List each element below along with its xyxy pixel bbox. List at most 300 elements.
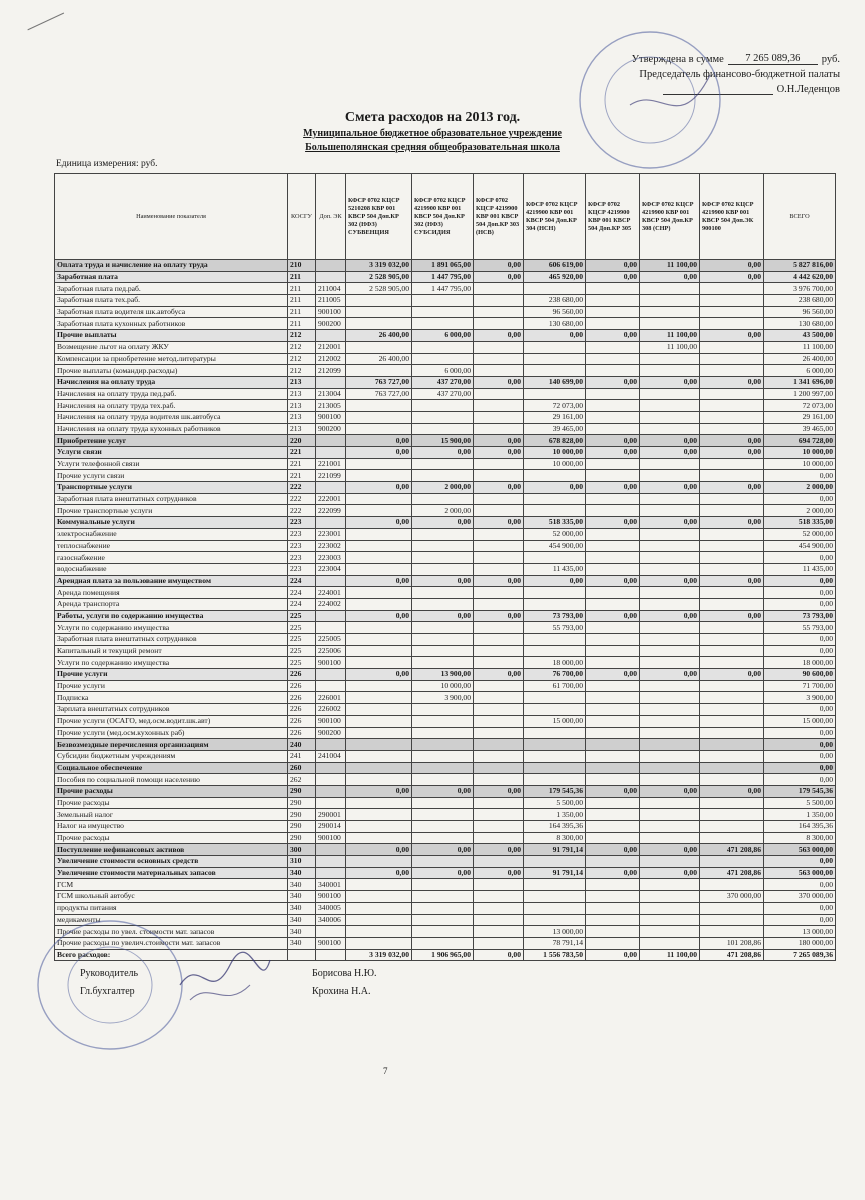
amount-cell xyxy=(474,458,524,470)
amount-cell: 0,00 xyxy=(640,844,700,856)
row-label: Поступление нефинансовых активов xyxy=(55,844,288,856)
amount-cell: 0,00 xyxy=(586,376,640,388)
amount-cell xyxy=(586,400,640,412)
row-code: 213 xyxy=(288,376,316,388)
row-label: Заработная плата кухонных работников xyxy=(55,318,288,330)
amount-cell: 29 161,00 xyxy=(524,411,586,423)
row-label: Зарплата внештатных сотрудников xyxy=(55,704,288,716)
row-code xyxy=(316,856,346,868)
amount-cell xyxy=(346,891,412,903)
amount-cell xyxy=(412,341,474,353)
amount-cell xyxy=(640,458,700,470)
amount-cell: 0,00 xyxy=(764,739,836,751)
amount-cell xyxy=(524,365,586,377)
amount-cell: 694 728,00 xyxy=(764,435,836,447)
row-code: 340 xyxy=(288,891,316,903)
amount-cell xyxy=(640,552,700,564)
amount-cell: 29 161,00 xyxy=(764,411,836,423)
amount-cell xyxy=(586,411,640,423)
amount-cell: 0,00 xyxy=(640,610,700,622)
amount-cell xyxy=(474,365,524,377)
amount-cell xyxy=(346,750,412,762)
amount-cell xyxy=(412,458,474,470)
row-code: 340 xyxy=(288,867,316,879)
amount-cell xyxy=(474,879,524,891)
row-code xyxy=(316,260,346,272)
amount-cell xyxy=(524,750,586,762)
amount-cell: 0,00 xyxy=(586,575,640,587)
amount-cell xyxy=(640,470,700,482)
amount-cell: 465 920,00 xyxy=(524,271,586,283)
table-row xyxy=(55,926,836,938)
amount-cell: 0,00 xyxy=(412,575,474,587)
amount-cell: 0,00 xyxy=(346,844,412,856)
row-code: 340 xyxy=(288,926,316,938)
amount-cell: 0,00 xyxy=(412,447,474,459)
amount-cell xyxy=(586,634,640,646)
amount-cell: 370 000,00 xyxy=(700,891,764,903)
amount-cell xyxy=(640,540,700,552)
row-code: 340 xyxy=(288,937,316,949)
amount-cell xyxy=(474,657,524,669)
row-code: 310 xyxy=(288,856,316,868)
amount-cell xyxy=(586,797,640,809)
amount-cell: 0,00 xyxy=(586,610,640,622)
row-label: Капитальный и текущий ремонт xyxy=(55,645,288,657)
amount-cell xyxy=(412,598,474,610)
amount-cell xyxy=(346,926,412,938)
amount-cell xyxy=(474,750,524,762)
amount-cell xyxy=(640,797,700,809)
amount-cell: 15 900,00 xyxy=(412,435,474,447)
amount-cell xyxy=(640,306,700,318)
amount-cell: 0,00 xyxy=(346,610,412,622)
amount-cell xyxy=(474,411,524,423)
table-row xyxy=(55,575,836,587)
amount-cell: 0,00 xyxy=(346,669,412,681)
amount-cell: 0,00 xyxy=(346,435,412,447)
column-header: ВСЕГО xyxy=(764,174,836,260)
amount-cell: 0,00 xyxy=(474,271,524,283)
amount-cell xyxy=(700,727,764,739)
amount-cell xyxy=(412,470,474,482)
amount-cell xyxy=(700,762,764,774)
org-type: Муниципальное бюджетное образовательное учреждение xyxy=(303,128,562,139)
amount-cell xyxy=(412,821,474,833)
approval-amount: 7 265 089,36 xyxy=(728,53,818,65)
row-code xyxy=(316,797,346,809)
amount-cell: 0,00 xyxy=(764,879,836,891)
row-code: 900100 xyxy=(316,937,346,949)
amount-cell xyxy=(586,306,640,318)
amount-cell: 8 300,00 xyxy=(764,832,836,844)
amount-cell xyxy=(700,318,764,330)
column-header: КФСР 0702 КЦСР 4219900 КВР 001 КВСР 504 Доп.ЭК 900100 xyxy=(700,174,764,260)
amount-cell xyxy=(346,657,412,669)
amount-cell: 4 442 620,00 xyxy=(764,271,836,283)
amount-cell: 11 100,00 xyxy=(764,341,836,353)
row-label: Прочие расходы xyxy=(55,832,288,844)
row-code: 340006 xyxy=(316,914,346,926)
amount-cell xyxy=(474,762,524,774)
amount-cell xyxy=(346,774,412,786)
table-row xyxy=(55,797,836,809)
amount-cell: 518 335,00 xyxy=(764,517,836,529)
amount-cell: 39 465,00 xyxy=(524,423,586,435)
amount-cell xyxy=(346,552,412,564)
amount-cell xyxy=(700,797,764,809)
amount-cell xyxy=(346,739,412,751)
amount-cell xyxy=(586,879,640,891)
amount-cell xyxy=(412,423,474,435)
table-row xyxy=(55,283,836,295)
approval-currency: руб. xyxy=(821,54,840,65)
amount-cell xyxy=(586,657,640,669)
amount-cell: 164 395,36 xyxy=(764,821,836,833)
amount-cell xyxy=(524,598,586,610)
row-label: Прочие выплаты (командир.расходы) xyxy=(55,365,288,377)
row-code: 900100 xyxy=(316,832,346,844)
row-code: 340005 xyxy=(316,902,346,914)
amount-cell xyxy=(586,645,640,657)
amount-cell xyxy=(346,692,412,704)
row-label: Прочие услуги (мед.осм.кухонных раб) xyxy=(55,727,288,739)
amount-cell: 180 000,00 xyxy=(764,937,836,949)
amount-cell xyxy=(586,821,640,833)
amount-cell xyxy=(346,937,412,949)
row-code xyxy=(316,774,346,786)
amount-cell xyxy=(346,680,412,692)
amount-cell: 0,00 xyxy=(700,435,764,447)
amount-cell: 90 600,00 xyxy=(764,669,836,681)
amount-cell: 140 699,00 xyxy=(524,376,586,388)
amount-cell xyxy=(700,692,764,704)
table-row xyxy=(55,821,836,833)
table-row xyxy=(55,774,836,786)
row-label: Заработная плата внештатных сотрудников xyxy=(55,493,288,505)
amount-cell xyxy=(586,470,640,482)
amount-cell xyxy=(346,587,412,599)
amount-cell: 606 619,00 xyxy=(524,260,586,272)
amount-cell xyxy=(700,540,764,552)
row-code: 220 xyxy=(288,435,316,447)
table-row xyxy=(55,341,836,353)
amount-cell: 370 000,00 xyxy=(764,891,836,903)
amount-cell xyxy=(524,353,586,365)
amount-cell xyxy=(474,587,524,599)
amount-cell xyxy=(346,645,412,657)
row-label: Заработная плата внештатных сотрудников xyxy=(55,634,288,646)
amount-cell xyxy=(700,353,764,365)
amount-cell xyxy=(524,739,586,751)
row-code: 226 xyxy=(288,704,316,716)
amount-cell xyxy=(640,704,700,716)
amount-cell: 164 395,36 xyxy=(524,821,586,833)
amount-cell: 179 545,36 xyxy=(764,785,836,797)
amount-cell xyxy=(346,902,412,914)
row-code: 224 xyxy=(288,587,316,599)
amount-cell xyxy=(474,715,524,727)
amount-cell xyxy=(474,809,524,821)
row-code: 211 xyxy=(288,318,316,330)
table-row xyxy=(55,587,836,599)
amount-cell: 13 000,00 xyxy=(764,926,836,938)
row-code: 225 xyxy=(288,657,316,669)
amount-cell xyxy=(700,341,764,353)
row-code xyxy=(316,575,346,587)
amount-cell: 678 828,00 xyxy=(524,435,586,447)
scan-mark xyxy=(27,13,72,49)
table-row xyxy=(55,669,836,681)
table-row xyxy=(55,879,836,891)
amount-cell xyxy=(474,902,524,914)
amount-cell xyxy=(412,727,474,739)
amount-cell: 39 465,00 xyxy=(764,423,836,435)
row-code: 210 xyxy=(288,260,316,272)
row-label: газоснабжение xyxy=(55,552,288,564)
amount-cell: 0,00 xyxy=(474,785,524,797)
amount-cell xyxy=(524,879,586,891)
row-code xyxy=(316,949,346,961)
amount-cell xyxy=(700,411,764,423)
amount-cell: 1 556 783,50 xyxy=(524,949,586,961)
amount-cell: 0,00 xyxy=(640,271,700,283)
amount-cell: 454 900,00 xyxy=(524,540,586,552)
amount-cell: 0,00 xyxy=(586,435,640,447)
amount-cell xyxy=(346,400,412,412)
row-code: 224 xyxy=(288,598,316,610)
amount-cell xyxy=(524,341,586,353)
amount-cell: 10 000,00 xyxy=(764,458,836,470)
amount-cell: 437 270,00 xyxy=(412,376,474,388)
row-code: 222 xyxy=(288,493,316,505)
row-label: Арендная плата за пользование имуществом xyxy=(55,575,288,587)
amount-cell xyxy=(700,493,764,505)
row-code: 290 xyxy=(288,797,316,809)
row-code: 221099 xyxy=(316,470,346,482)
row-code xyxy=(316,762,346,774)
row-code: 226 xyxy=(288,715,316,727)
amount-cell xyxy=(640,634,700,646)
row-label: водоснабжение xyxy=(55,563,288,575)
amount-cell xyxy=(640,353,700,365)
amount-cell xyxy=(586,493,640,505)
amount-cell xyxy=(346,458,412,470)
amount-cell xyxy=(474,306,524,318)
amount-cell: 0,00 xyxy=(524,575,586,587)
amount-cell xyxy=(586,809,640,821)
table-row xyxy=(55,891,836,903)
table-row xyxy=(55,423,836,435)
amount-cell: 0,00 xyxy=(764,750,836,762)
amount-cell: 2 000,00 xyxy=(412,505,474,517)
table-row xyxy=(55,517,836,529)
amount-cell xyxy=(474,505,524,517)
amount-cell: 0,00 xyxy=(700,482,764,494)
row-label: Услуги по содержанию имущества xyxy=(55,657,288,669)
amount-cell xyxy=(346,809,412,821)
amount-cell: 471 208,86 xyxy=(700,844,764,856)
amount-cell xyxy=(524,774,586,786)
amount-cell: 3 319 032,00 xyxy=(346,949,412,961)
amount-cell: 0,00 xyxy=(586,844,640,856)
amount-cell: 0,00 xyxy=(474,517,524,529)
amount-cell: 0,00 xyxy=(764,552,836,564)
amount-cell: 0,00 xyxy=(524,330,586,342)
row-label: Прочие выплаты xyxy=(55,330,288,342)
row-code: 226 xyxy=(288,680,316,692)
amount-cell: 1 341 696,00 xyxy=(764,376,836,388)
amount-cell xyxy=(412,306,474,318)
amount-cell xyxy=(474,645,524,657)
table-row xyxy=(55,657,836,669)
amount-cell: 52 000,00 xyxy=(764,528,836,540)
row-code: 211 xyxy=(288,306,316,318)
amount-cell xyxy=(412,411,474,423)
row-code: 225 xyxy=(288,610,316,622)
row-code: 225005 xyxy=(316,634,346,646)
row-code xyxy=(288,949,316,961)
accountant-name: Крохина Н.А. xyxy=(312,986,371,997)
amount-cell: 71 700,00 xyxy=(764,680,836,692)
table-body xyxy=(55,260,836,961)
amount-cell: 55 793,00 xyxy=(764,622,836,634)
amount-cell: 0,00 xyxy=(586,949,640,961)
amount-cell xyxy=(640,891,700,903)
amount-cell xyxy=(700,902,764,914)
amount-cell xyxy=(412,295,474,307)
column-header: КФСР 0702 КЦСР 4219900 КВР 001 КВСР 504 Доп.КР 305 xyxy=(586,174,640,260)
table-row xyxy=(55,914,836,926)
row-code: 211005 xyxy=(316,295,346,307)
table-row xyxy=(55,318,836,330)
row-code: 225 xyxy=(288,622,316,634)
row-code: 226 xyxy=(288,669,316,681)
amount-cell: 26 400,00 xyxy=(346,353,412,365)
row-label: Начисления на оплату труда xyxy=(55,376,288,388)
row-code: 290001 xyxy=(316,809,346,821)
table-row xyxy=(55,388,836,400)
row-code: 213005 xyxy=(316,400,346,412)
row-label: Увеличение стоимости материальных запасов xyxy=(55,867,288,879)
amount-cell xyxy=(586,283,640,295)
row-label: теплоснабжение xyxy=(55,540,288,552)
table-row xyxy=(55,447,836,459)
table-row xyxy=(55,785,836,797)
amount-cell: 0,00 xyxy=(764,645,836,657)
row-label: Услуги по содержанию имущества xyxy=(55,622,288,634)
amount-cell xyxy=(412,540,474,552)
amount-cell xyxy=(586,937,640,949)
amount-cell xyxy=(700,926,764,938)
row-label: Заработная плата водителя шк.автобуса xyxy=(55,306,288,318)
amount-cell: 0,00 xyxy=(700,575,764,587)
amount-cell xyxy=(700,528,764,540)
amount-cell xyxy=(412,926,474,938)
amount-cell xyxy=(524,902,586,914)
amount-cell: 61 700,00 xyxy=(524,680,586,692)
amount-cell: 0,00 xyxy=(640,435,700,447)
row-label: Прочие услуги xyxy=(55,680,288,692)
amount-cell: 1 350,00 xyxy=(764,809,836,821)
amount-cell xyxy=(700,400,764,412)
table-row xyxy=(55,493,836,505)
amount-cell: 0,00 xyxy=(346,517,412,529)
row-code: 900100 xyxy=(316,891,346,903)
table-row xyxy=(55,330,836,342)
amount-cell: 2 000,00 xyxy=(764,505,836,517)
row-code xyxy=(316,517,346,529)
amount-cell xyxy=(474,493,524,505)
amount-cell: 0,00 xyxy=(474,669,524,681)
amount-cell xyxy=(586,856,640,868)
amount-cell xyxy=(524,645,586,657)
row-code: 223003 xyxy=(316,552,346,564)
amount-cell xyxy=(700,879,764,891)
amount-cell: 763 727,00 xyxy=(346,388,412,400)
page-title: Смета расходов на 2013 год. xyxy=(344,110,521,125)
amount-cell: 96 560,00 xyxy=(764,306,836,318)
amount-cell xyxy=(474,821,524,833)
amount-cell xyxy=(640,598,700,610)
amount-cell xyxy=(586,715,640,727)
row-label: Земельный налог xyxy=(55,809,288,821)
amount-cell: 0,00 xyxy=(412,844,474,856)
row-code: 213 xyxy=(288,388,316,400)
amount-cell xyxy=(640,821,700,833)
amount-cell xyxy=(586,552,640,564)
amount-cell xyxy=(474,914,524,926)
amount-cell xyxy=(412,891,474,903)
amount-cell: 471 208,86 xyxy=(700,867,764,879)
amount-cell xyxy=(700,832,764,844)
amount-cell: 179 545,36 xyxy=(524,785,586,797)
amount-cell xyxy=(474,832,524,844)
amount-cell: 10 000,00 xyxy=(524,458,586,470)
column-header: Наименование показателя xyxy=(55,174,288,260)
table-row xyxy=(55,715,836,727)
amount-cell xyxy=(586,587,640,599)
amount-cell: 0,00 xyxy=(474,610,524,622)
amount-cell: 5 500,00 xyxy=(764,797,836,809)
amount-cell: 0,00 xyxy=(474,575,524,587)
amount-cell xyxy=(586,365,640,377)
amount-cell: 0,00 xyxy=(346,575,412,587)
amount-cell: 0,00 xyxy=(474,260,524,272)
row-code: 226 xyxy=(288,727,316,739)
amount-cell xyxy=(640,587,700,599)
amount-cell xyxy=(346,879,412,891)
amount-cell: 518 335,00 xyxy=(524,517,586,529)
amount-cell xyxy=(640,400,700,412)
amount-cell xyxy=(700,587,764,599)
amount-cell xyxy=(346,797,412,809)
amount-cell xyxy=(586,680,640,692)
row-code: 290 xyxy=(288,821,316,833)
amount-cell: 96 560,00 xyxy=(524,306,586,318)
row-code xyxy=(316,271,346,283)
amount-cell xyxy=(700,622,764,634)
amount-cell: 0,00 xyxy=(586,330,640,342)
amount-cell xyxy=(586,505,640,517)
amount-cell: 6 000,00 xyxy=(412,365,474,377)
row-label: Транспортные услуги xyxy=(55,482,288,494)
amount-cell xyxy=(700,634,764,646)
row-code: 226 xyxy=(288,692,316,704)
amount-cell xyxy=(474,283,524,295)
row-code: 300 xyxy=(288,844,316,856)
row-label: электроснабжение xyxy=(55,528,288,540)
